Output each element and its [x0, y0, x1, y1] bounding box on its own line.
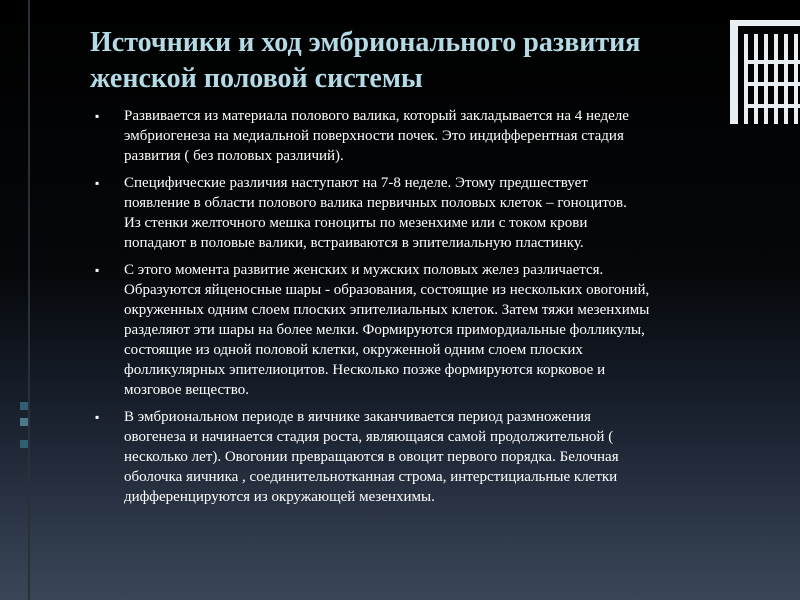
slide-title	[90, 25, 710, 97]
bullet-item-4	[95, 407, 755, 507]
bullet-list	[95, 106, 755, 514]
bullet-marker: ▪	[95, 109, 100, 123]
bullet-item-3	[95, 260, 755, 400]
bullet-marker: ▪	[95, 176, 100, 190]
slide-title-text: Источники и ход эмбрионального развития женской половой системы	[90, 27, 641, 94]
decorative-square-1	[20, 402, 28, 410]
decorative-square-3	[20, 440, 28, 448]
bullet-item-1	[95, 106, 755, 166]
bullet-item-2	[95, 173, 755, 253]
bullet-text-2: Специфические различия наступают на 7-8 неделе. Этому предшествует появление в области полового валика первичных половых клеток – гоноцитов. Из стенки желточного мешка гоноциты по мезенхиме или с током крови попадают в половые валики, встраиваются в эпителиальную пластинку.	[124, 175, 627, 251]
left-vertical-rule	[28, 0, 30, 600]
bullet-text-1: Развивается из материала полового валика, который закладывается на 4 неделе эмбриогенеза на медиальной поверхности почек. Это индифферентная стадия развития ( без половых различий).	[124, 108, 629, 164]
bullet-text-3: С этого момента развитие женских и мужских половых желез различается. Образуются яйценосные шары - образования, состоящие из нескольких овогоний, окруженных одним слоем плоских эпителиальных клеток. Затем тяжи мезенхимы разделяют эти шары на более мелки. Формируются примордиальные фолликулы, состоящие из одной половой клетки, окруженной одним слоем плоских фолликулярных эпителиоцитов. Несколько позже формируются корковое и мозговое вещество.	[124, 262, 650, 398]
bullet-text-4: В эмбриональном периоде в яичнике заканчивается период размножения овогенеза и начинается стадия роста, являющаяся самой продолжительной ( несколько лет). Овогонии превращаются в овоцит первого порядка. Белочная оболочка яичника , соединительнотканная строма, интерстициальные клетки дифференцируются из окружающей мезенхимы.	[124, 409, 619, 505]
decorative-square-2	[20, 418, 28, 426]
bullet-marker: ▪	[95, 263, 100, 277]
bullet-marker: ▪	[95, 410, 100, 424]
